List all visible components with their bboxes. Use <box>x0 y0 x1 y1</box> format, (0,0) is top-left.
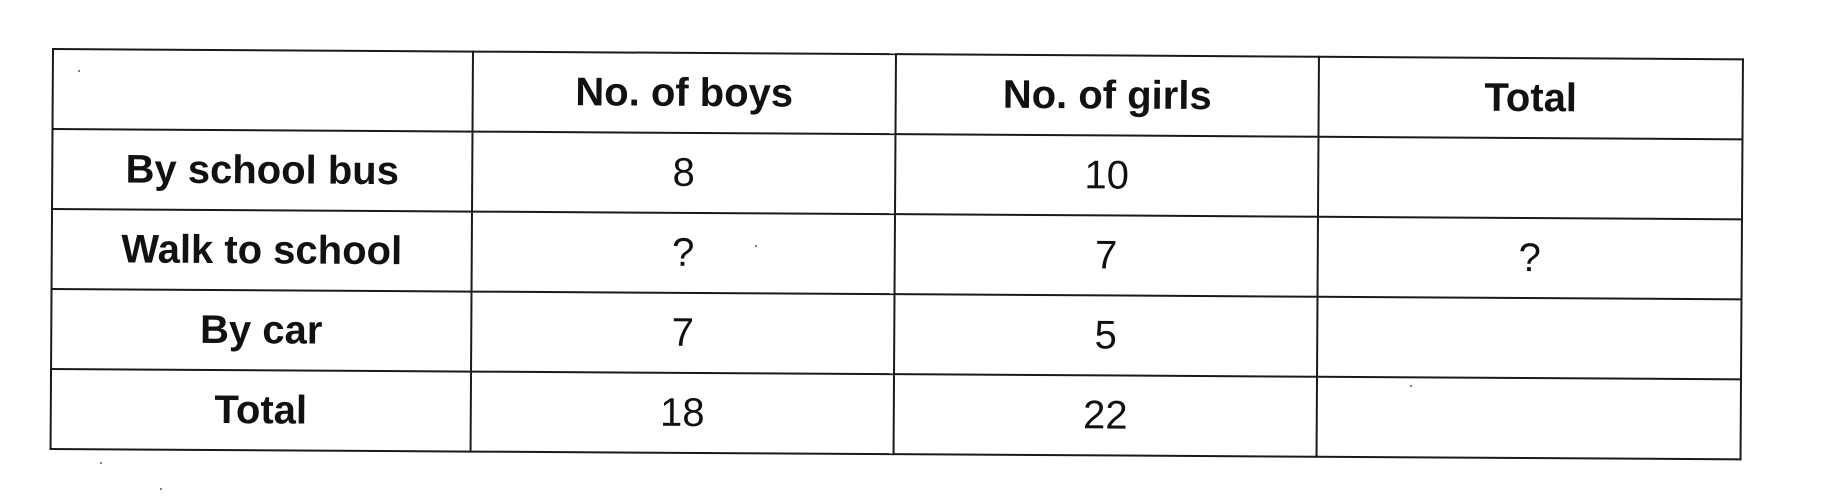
header-total: Total <box>1318 57 1742 140</box>
table-row <box>52 209 1742 299</box>
header-girls: No. of girls <box>895 54 1318 137</box>
cell-total-boys: 18 <box>471 372 894 455</box>
row-label-car: By car <box>51 289 471 372</box>
cell-school-bus-girls: 10 <box>895 134 1318 217</box>
scan-speck <box>1410 385 1412 387</box>
row-label-school-bus: By school bus <box>52 129 472 212</box>
cell-walk-girls: 7 <box>895 214 1318 297</box>
cell-school-bus-total <box>1318 137 1742 220</box>
table-header-row <box>53 49 1743 139</box>
cell-car-girls: 5 <box>894 294 1317 377</box>
table-row <box>51 369 1741 459</box>
row-label-walk: Walk to school <box>52 209 472 292</box>
cell-school-bus-boys: 8 <box>472 132 895 215</box>
transport-table <box>50 48 1744 460</box>
cell-car-total <box>1317 297 1741 380</box>
cell-walk-boys: ? <box>472 212 895 295</box>
row-label-total: Total <box>51 369 471 452</box>
header-boys: No. of boys <box>472 52 895 135</box>
cell-walk-total: ? <box>1318 217 1742 300</box>
scan-speck <box>100 462 102 464</box>
table-row <box>51 289 1741 379</box>
cell-total-girls: 22 <box>894 374 1317 457</box>
cell-car-boys: 7 <box>471 292 894 375</box>
scan-speck <box>755 245 757 247</box>
scan-speck <box>78 70 80 72</box>
table-row <box>52 129 1742 219</box>
cell-total-total <box>1317 377 1741 460</box>
header-corner-cell <box>53 49 473 132</box>
scan-speck <box>160 488 162 490</box>
transport-table-container <box>50 48 1742 458</box>
